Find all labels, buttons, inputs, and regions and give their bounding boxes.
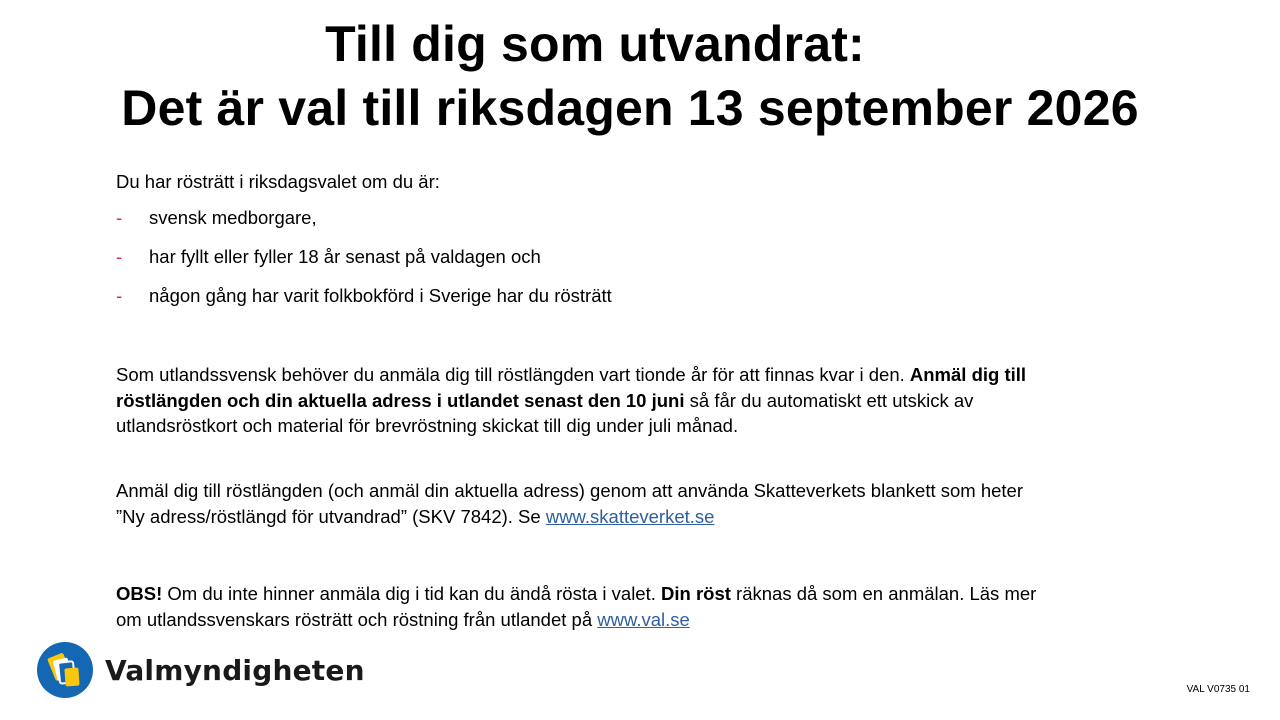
registration-paragraph xyxy=(116,362,1046,439)
paragraph-text: Som utlandssvensk behöver du anmäla dig till röstlängden vart tionde år för att finnas kvar i den. xyxy=(116,364,910,385)
list-item xyxy=(116,283,1016,309)
reference-code: VAL V0735 01 xyxy=(1186,684,1250,695)
title-line-2: Det är val till riksdagen 13 september 2026 xyxy=(121,80,1139,136)
valmyndigheten-logo xyxy=(37,642,365,698)
note-paragraph xyxy=(116,581,1046,632)
logo-text: Valmyndigheten xyxy=(105,653,365,687)
title-line-1: Till dig som utvandrat: xyxy=(325,16,865,72)
paragraph-text: Om du inte hinner anmäla dig i tid kan du ändå rösta i valet. xyxy=(162,583,662,604)
list-item xyxy=(116,205,1016,231)
skatteverket-link[interactable]: www.skatteverket.se xyxy=(545,505,715,527)
obs-label: OBS! xyxy=(116,583,163,604)
bullet-dash: - xyxy=(116,246,123,267)
list-item-text: har fyllt eller fyller 18 år senast på valdagen och xyxy=(149,246,541,267)
list-item xyxy=(116,244,1016,270)
intro-text: Du har rösträtt i riksdagsvalet om du är: xyxy=(116,171,440,192)
bullet-dash: - xyxy=(116,285,123,306)
eligibility-list xyxy=(116,205,1016,322)
form-paragraph xyxy=(116,478,1046,529)
deadline-text: Anmäl dig till röstlängden och din aktuella adress i utlandet senast den 10 juni xyxy=(116,364,1027,411)
bullet-dash: - xyxy=(116,207,123,228)
paragraph-text: räknas då som en anmälan. Läs mer om utlandssvenskars rösträtt och röstning från utlandet på xyxy=(116,583,1037,630)
list-item-text: någon gång har varit folkbokförd i Sverige har du rösträtt xyxy=(149,285,612,306)
page-title xyxy=(0,12,1280,140)
paragraph-text: så får du automatiskt ett utskick av utlandsröstkort och material för brevröstning skickat till dig under juli månad. xyxy=(116,389,974,436)
paragraph-text: Anmäl dig till röstlängden (och anmäl din aktuella adress) genom att använda Skatteverkets blankett som heter ”Ny adress/röstlängd för utvandrad” (SKV 7842). Se xyxy=(116,480,1023,527)
val-link[interactable]: www.val.se xyxy=(597,608,690,630)
valmyndigheten-logo-icon xyxy=(37,642,93,698)
din-rost-text: Din röst xyxy=(661,583,731,604)
list-item-text: svensk medborgare, xyxy=(149,207,317,228)
